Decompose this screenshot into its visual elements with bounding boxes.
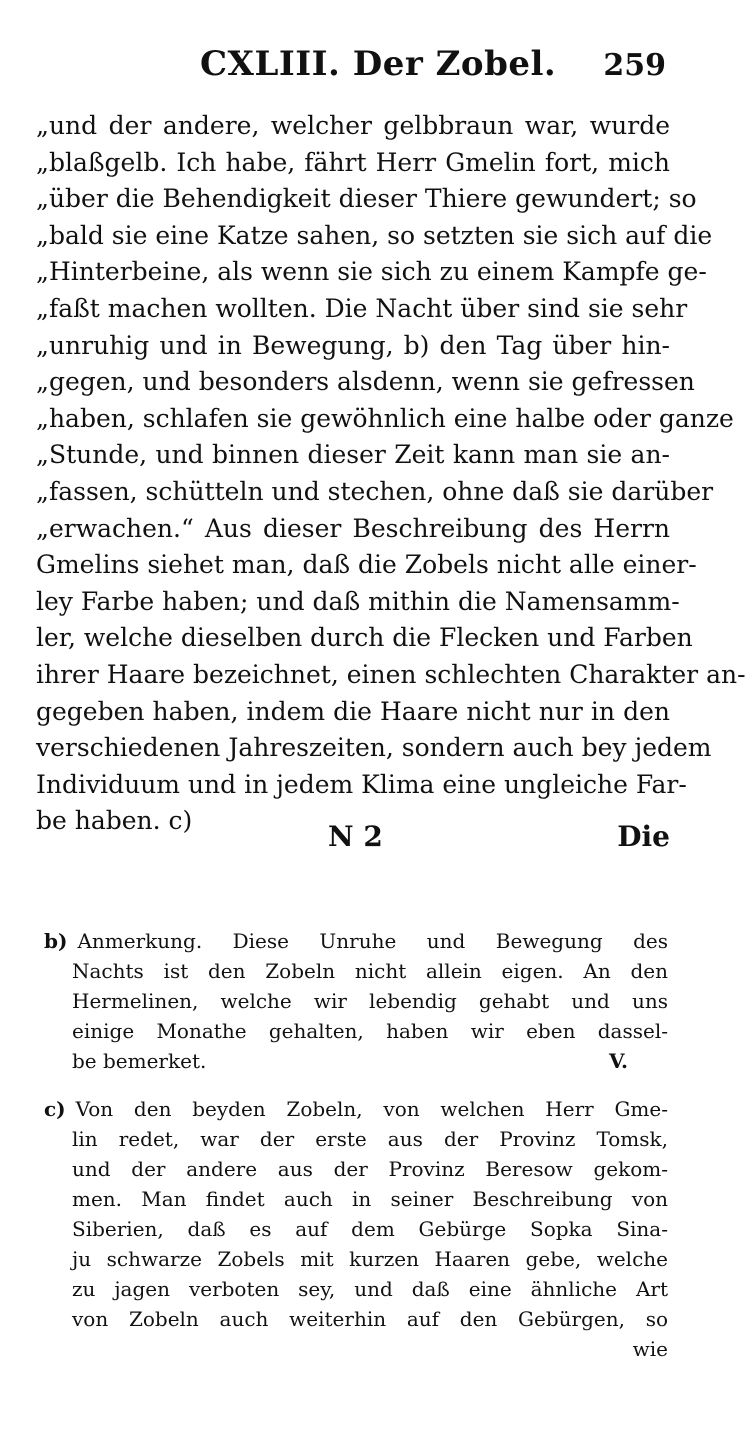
text-line: „unruhig und in Bewegung, b) den Tag über hin-	[36, 330, 670, 360]
footnote-b	[44, 926, 668, 1076]
text-line: be haben. c)	[36, 806, 193, 836]
page-number: 259	[603, 48, 666, 83]
text-line: verschiedenen Jahreszeiten, sondern auch bey jedem	[36, 733, 712, 763]
footnote-line: einige Monathe gehalten, haben wir eben dassel-	[72, 1019, 668, 1043]
text-line: „bald sie eine Katze sahen, so setzten sie sich auf die	[36, 220, 713, 250]
footnote-line	[44, 1094, 668, 1124]
footnote-line: Siberien, daß es auf dem Gebürge Sopka Sina-	[72, 1217, 668, 1241]
text-line: „faßt machen wollten. Die Nacht über sind sie sehr	[36, 293, 688, 323]
signature-row	[36, 820, 670, 864]
footnote-text: Anmerkung. Diese Unruhe und Bewegung des	[77, 929, 668, 953]
footnote-catchword: wie	[632, 1337, 668, 1361]
text-line: „haben, schlafen sie gewöhnlich eine halbe oder ganze	[36, 403, 734, 433]
footnote-line: Nachts ist den Zobeln nicht allein eigen. An den	[72, 959, 668, 983]
footnote-mark: c)	[44, 1097, 66, 1121]
footnote-c	[44, 1094, 668, 1364]
text-line: „Stunde, und binnen dieser Zeit kann man sie an-	[36, 440, 670, 470]
text-line: „über die Behendigkeit dieser Thiere gewundert; so	[36, 184, 697, 214]
footnote-line: lin redet, war der erste aus der Provinz Tomsk,	[72, 1127, 668, 1151]
footnote-text: be bemerket.	[72, 1049, 207, 1073]
text-line: „gegen, und besonders alsdenn, wenn sie gefressen	[36, 367, 695, 397]
footnote-line: von Zobeln auch weiterhin auf den Gebürgen, so	[72, 1307, 668, 1331]
text-line: „erwachen.“ Aus dieser Beschreibung des Herrn	[36, 513, 670, 543]
footnote-line	[44, 926, 668, 956]
text-line: „blaßgelb. Ich habe, fährt Herr Gmelin fort, mich	[36, 147, 670, 177]
text-line: Individuum und in jedem Klima eine ungleiche Far-	[36, 769, 687, 799]
signature-mark: N 2	[328, 820, 383, 853]
footnote-line	[44, 1046, 668, 1076]
text-line: „und der andere, welcher gelbbraun war, wurde	[36, 111, 670, 140]
text-line: „fassen, schütteln und stechen, ohne daß sie darüber	[36, 476, 714, 506]
author-initial: V.	[609, 1049, 628, 1073]
running-header	[0, 40, 700, 90]
footnote-line: ju schwarze Zobels mit kurzen Haaren gebe, welche	[72, 1247, 668, 1271]
catchword: Die	[617, 820, 670, 853]
footnote-line: und der andere aus der Provinz Beresow gekom-	[72, 1157, 668, 1181]
text-line: ler, welche dieselben durch die Flecken und Farben	[36, 623, 693, 653]
text-line: ley Farbe haben; und daß mithin die Namensamm-	[36, 586, 680, 616]
text-line: gegeben haben, indem die Haare nicht nur in den	[36, 696, 670, 726]
footnote-line: Hermelinen, welche wir lebendig gehabt und uns	[72, 989, 668, 1013]
text-line: ihrer Haare bezeichnet, einen schlechten Charakter an-	[36, 659, 746, 689]
footnote-mark: b)	[44, 929, 68, 953]
main-text	[36, 108, 746, 840]
text-line: Gmelins siehet man, daß die Zobels nicht alle einer-	[36, 550, 697, 580]
footnote-line: men. Man findet auch in seiner Beschreibung von	[72, 1187, 668, 1211]
footnote-line: zu jagen verboten sey, und daß eine ähnliche Art	[72, 1277, 668, 1301]
footnote-text: Von den beyden Zobeln, von welchen Herr Gme-	[75, 1097, 668, 1121]
text-line: „Hinterbeine, als wenn sie sich zu einem Kampfe ge-	[36, 257, 707, 287]
running-title: CXLIII. Der Zobel.	[200, 44, 557, 84]
